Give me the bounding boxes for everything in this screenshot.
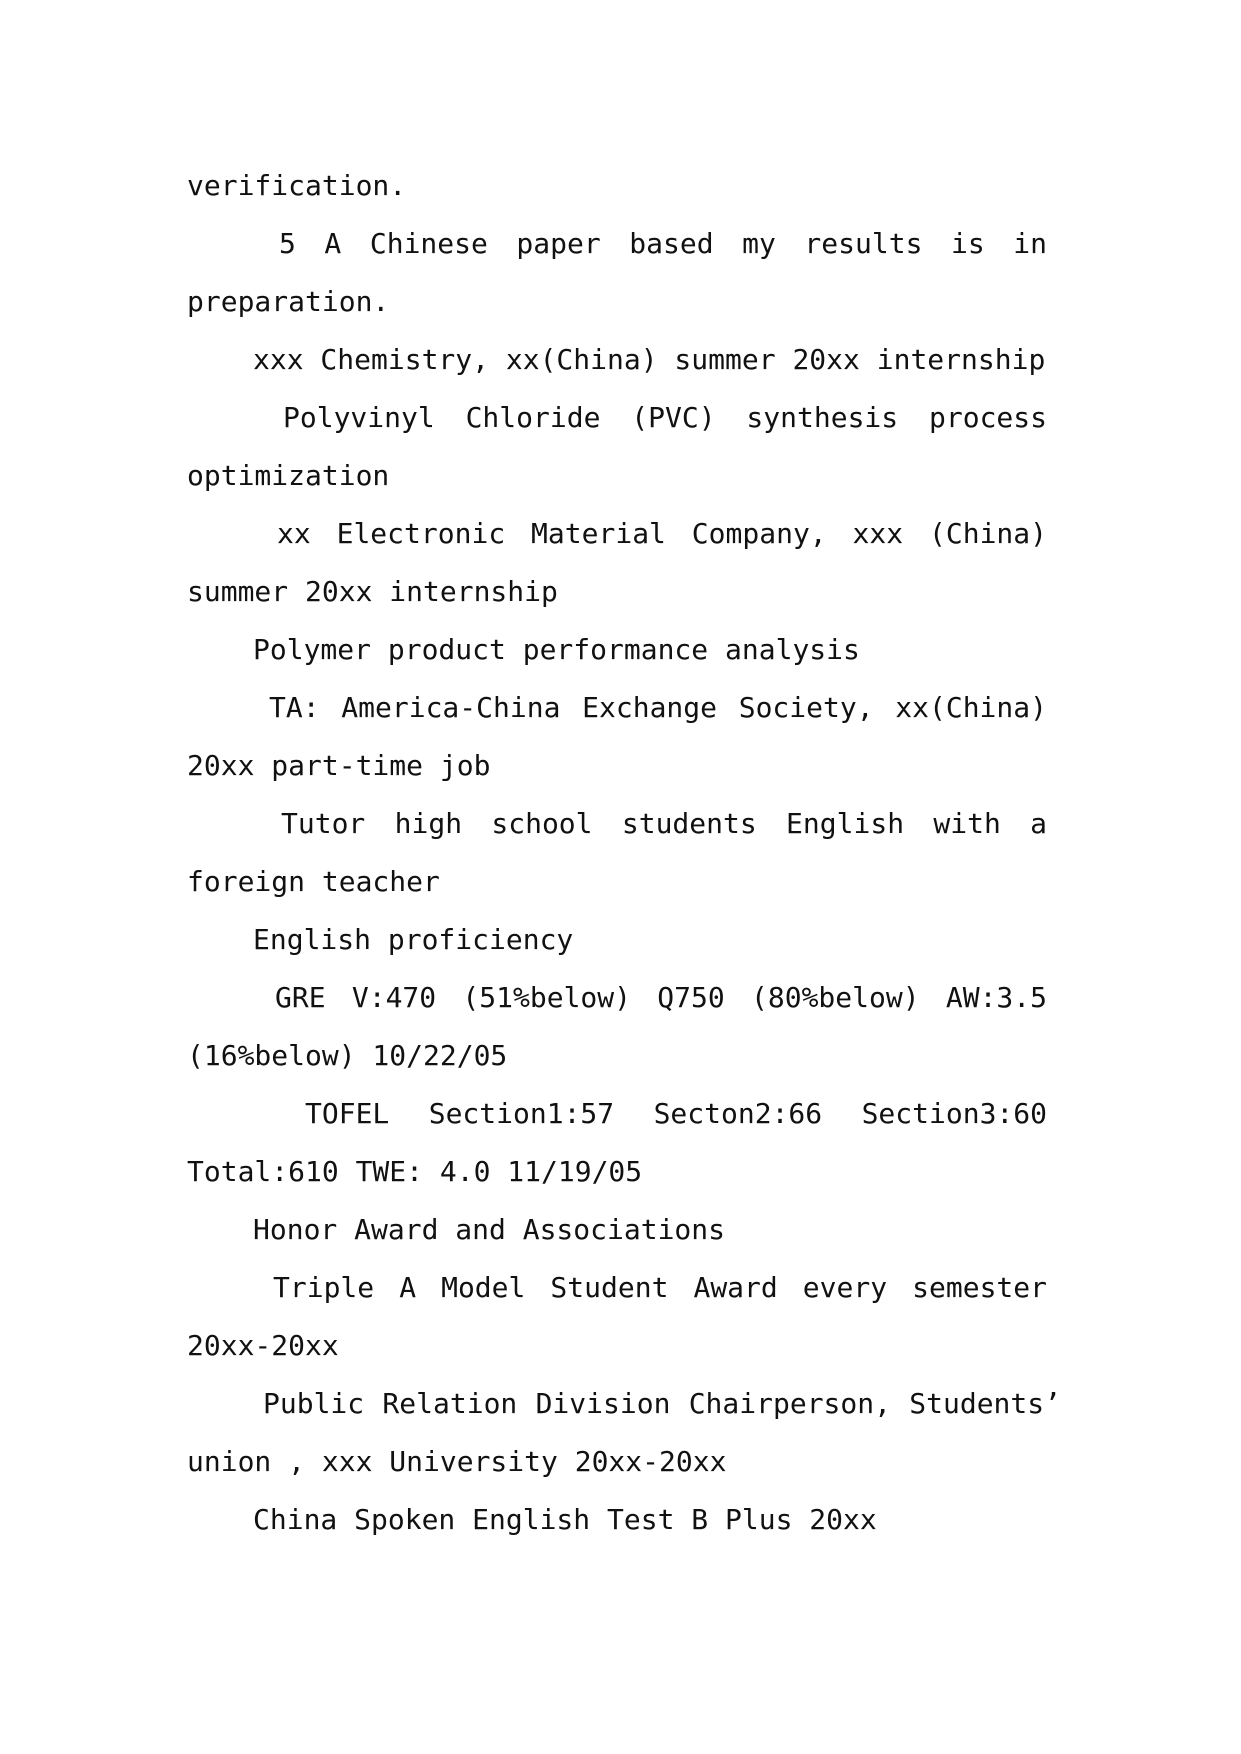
text-line: preparation. — [187, 285, 390, 318]
text-line: TOFEL Section1:57 Secton2:66 Section3:60 — [305, 1097, 1047, 1130]
text-line: (16%below) 10/22/05 — [187, 1039, 508, 1072]
text-line: optimization — [187, 459, 390, 492]
text-line: 20xx-20xx — [187, 1329, 339, 1362]
text-line: verification. — [187, 169, 407, 202]
text-line: xx Electronic Material Company, xxx (China) — [277, 517, 1047, 550]
text-line: Total:610 TWE: 4.0 11/19/05 — [187, 1155, 643, 1188]
text-line: summer 20xx internship — [187, 575, 558, 608]
text-line: Triple A Model Student Award every semester — [273, 1271, 1047, 1304]
text-line: Honor Award and Associations — [253, 1213, 726, 1246]
text-line: English proficiency — [253, 923, 574, 956]
text-line: 5 A Chinese paper based my results is in — [279, 227, 1047, 260]
text-line: China Spoken English Test B Plus 20xx — [253, 1503, 877, 1536]
text-line: TA: America-China Exchange Society, xx(China) — [269, 691, 1047, 724]
text-line: GRE V:470 (51%below) Q750 (80%below) AW:3.5 — [275, 981, 1047, 1014]
text-line: foreign teacher — [187, 865, 440, 898]
text-line: Polyvinyl Chloride (PVC) synthesis process — [283, 401, 1047, 434]
text-line: 20xx part-time job — [187, 749, 491, 782]
text-line: Public Relation Division Chairperson, Students’ — [263, 1387, 1061, 1420]
text-line: xxx Chemistry, xx(China) summer 20xx internship — [253, 343, 1046, 376]
text-line: Polymer product performance analysis — [253, 633, 860, 666]
text-line: union , xxx University 20xx-20xx — [187, 1445, 727, 1478]
text-line: Tutor high school students English with a — [281, 807, 1047, 840]
